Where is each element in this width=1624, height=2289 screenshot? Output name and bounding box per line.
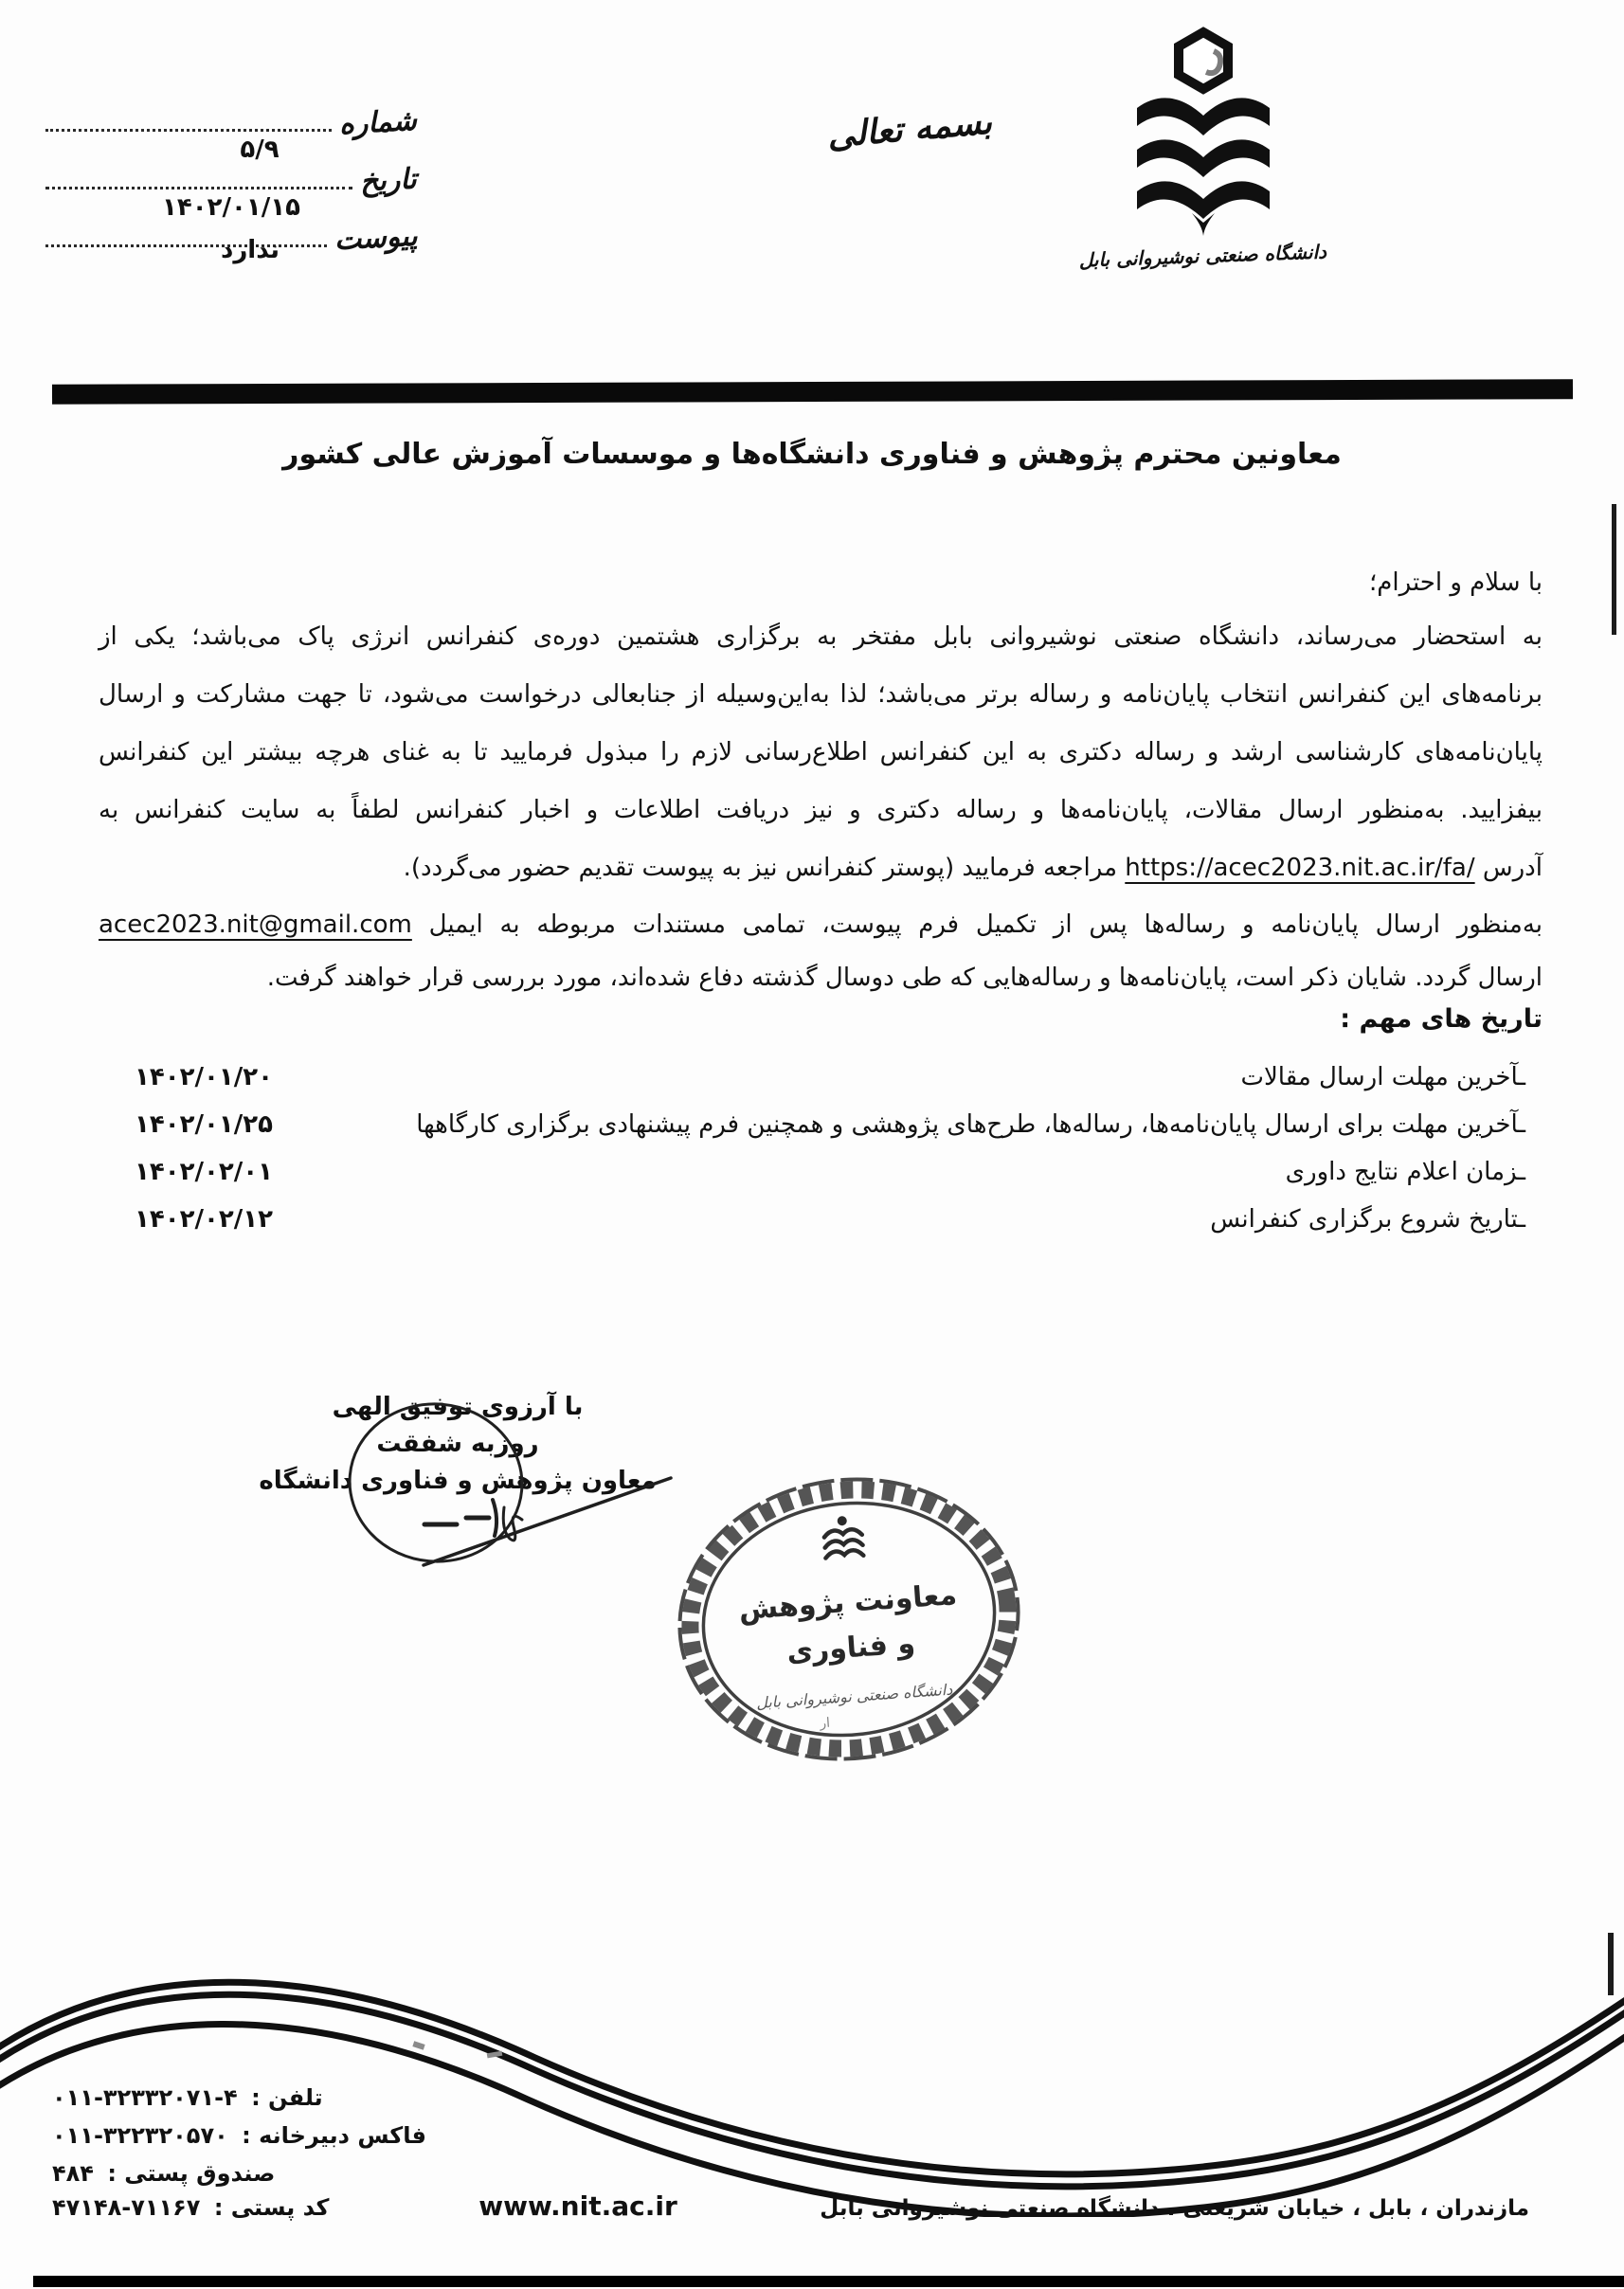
pobox-value: ۴۸۴	[52, 2160, 94, 2187]
university-logo-block	[1078, 27, 1327, 272]
conference-url-link[interactable]: https://acec2023.nit.ac.ir/fa/	[1125, 854, 1475, 882]
address-suffix: مراجعه فرمایید (پوستر کنفرانس نیز به پیوست تقدیم حضور می‌گردد).	[403, 854, 1118, 882]
email-prefix: به‌منظور ارسال پایان‌نامه و رساله‌ها پس از تکمیل فرم پیوست، تمامی مستندات مربوطه به ایمیل	[428, 910, 1543, 939]
stamp-logo-waves-icon	[822, 1515, 863, 1559]
number-dotted-line	[45, 112, 332, 132]
deadline-label: ـآخرین مهلت برای ارسال پایان‌نامه‌ها، رساله‌ها، طرح‌های پژوهشی و همچنین فرم پیشنهادی برگزاری کارگاهها	[416, 1110, 1525, 1139]
footer-address: مازندران ، بابل ، خیابان شریعتی ، دانشگاه صنعتی نوشیروانی بابل	[820, 2196, 1529, 2221]
attachment-dotted-line	[45, 227, 327, 247]
footer-phone	[52, 2084, 323, 2111]
besmele-calligraphy: بسمه تعالی	[825, 102, 994, 156]
signatory-name: روزبه شفقت	[376, 1430, 539, 1458]
deadline-label: ـزمان اعلام نتایج داوری	[1285, 1158, 1525, 1186]
research-deputy-stamp	[666, 1471, 1032, 1767]
letter-meta-block	[45, 103, 418, 264]
bottom-scan-bar	[33, 2276, 1624, 2287]
body-line: به استحضار می‌رساند، دانشگاه صنعتی نوشیروانی بابل مفتخر به برگزاری هشتمین دوره‌ی کنفرانس انرژی پاک می‌باشد؛ یکی از	[99, 622, 1543, 651]
list-item	[135, 1196, 1525, 1243]
list-item	[135, 1148, 1525, 1196]
letter-number-row	[45, 103, 418, 142]
paragraph-1	[99, 608, 1543, 897]
body-line: برنامه‌های این کنفرانس انتخاب پایان‌نامه و رساله برتر می‌باشد؛ لذا به‌این‌وسیله از جنابعالی درخواست می‌شود، تا جهت مشارکت و ارسال	[99, 680, 1543, 709]
postcode-value: ۴۷۱۴۸-۷۱۱۶۷	[52, 2194, 201, 2221]
paragraph-2	[99, 898, 1543, 1004]
signature-wish: با آرزوی توفیق الهی	[332, 1393, 584, 1421]
footer-postcode	[52, 2194, 329, 2221]
list-item	[135, 1101, 1525, 1148]
letter-date-row	[45, 164, 417, 197]
date-label: تاریخ	[359, 162, 418, 199]
fax-label: فاکس دبیرخانه :	[242, 2122, 426, 2149]
date-dotted-line	[45, 170, 352, 189]
deadline-label: ـتاریخ شروع برگزاری کنفرانس	[1210, 1205, 1525, 1234]
deadline-label: ـآخرین مهلت ارسال مقالات	[1240, 1063, 1525, 1091]
scan-edge-artifact	[1612, 504, 1616, 635]
phone-label: تلفن :	[251, 2084, 323, 2111]
important-dates-list	[135, 1054, 1525, 1243]
recipient-heading: معاونین محترم پژوهش و فناوری دانشگاه‌ها و موسسات آموزش عالی کشور	[282, 438, 1342, 471]
footer-fax	[52, 2122, 426, 2149]
attachment-label: پیوست	[333, 219, 418, 258]
stamp-line-3: دانشگاه صنعتی نوشیروانی بابل	[755, 1680, 953, 1713]
conference-email-link[interactable]: acec2023.nit@gmail.com	[99, 910, 412, 939]
list-item	[135, 1054, 1525, 1101]
attachment-value: ندارد	[220, 236, 280, 264]
deadline-date: ۱۴۰۲/۰۱/۲۵	[135, 1110, 273, 1139]
stamp-small-mark: ار	[819, 1715, 831, 1732]
body-line: ارسال گردد. شایان ذکر است، پایان‌نامه‌ها و رساله‌هایی که طی دوسال گذشته دفاع شده‌اند، مورد بررسی قرار خواهند گرفت.	[266, 964, 1543, 992]
postcode-label: کد پستی :	[213, 2194, 330, 2221]
university-name: دانشگاه صنعتی نوشیروانی بابل	[1078, 240, 1327, 272]
footer-pobox	[52, 2160, 275, 2187]
body-line: پایان‌نامه‌های کارشناسی ارشد و رساله دکتری به این کنفرانس اطلاع‌رسانی لازم را مبذول فرمایید تا به غنای هرچه بیشتر این کنفرانس	[99, 738, 1543, 766]
fax-value: ۰۱۱-۳۲۲۳۲۰۵۷۰	[52, 2122, 228, 2149]
signature-block	[235, 1389, 680, 1500]
date-value: ۱۴۰۲/۰۱/۱۵	[162, 193, 300, 222]
body-line-with-email	[99, 898, 1543, 951]
important-dates-title: تاریخ های مهم :	[1340, 1004, 1543, 1034]
body-line: بیفزایید. به‌منظور ارسال مقالات، پایان‌نامه‌ها و رساله دکتری و نیز دریافت اطلاعات و اخبار کنفرانس لطفاً به سایت کنفرانس به	[99, 796, 1543, 824]
stamp-line-1: معاونت پژوهش	[737, 1578, 959, 1628]
address-prefix: آدرس	[1482, 854, 1543, 882]
salutation: با سلام و احترام؛	[1369, 568, 1543, 597]
scan-edge-artifact	[1608, 1933, 1614, 1995]
signatory-title: معاون پژوهش و فناوری دانشگاه	[259, 1467, 657, 1495]
pobox-label: صندوق پستی :	[107, 2160, 276, 2187]
number-label: شماره	[338, 103, 418, 142]
deadline-date: ۱۴۰۲/۰۱/۲۰	[135, 1063, 273, 1091]
deadline-date: ۱۴۰۲/۰۲/۰۱	[135, 1158, 273, 1186]
phone-value: ۰۱۱-۳۲۳۳۲۰۷۱-۴	[52, 2084, 238, 2111]
university-logo-icon	[1132, 27, 1274, 239]
stamp-line-2: و فناوری	[785, 1627, 917, 1669]
footer-website: www.nit.ac.ir	[478, 2190, 677, 2222]
number-value: ۵/۹	[240, 135, 280, 164]
body-line-with-link	[99, 839, 1543, 897]
deadline-date: ۱۴۰۲/۰۲/۱۲	[135, 1205, 273, 1234]
header-divider-bar	[52, 379, 1573, 405]
